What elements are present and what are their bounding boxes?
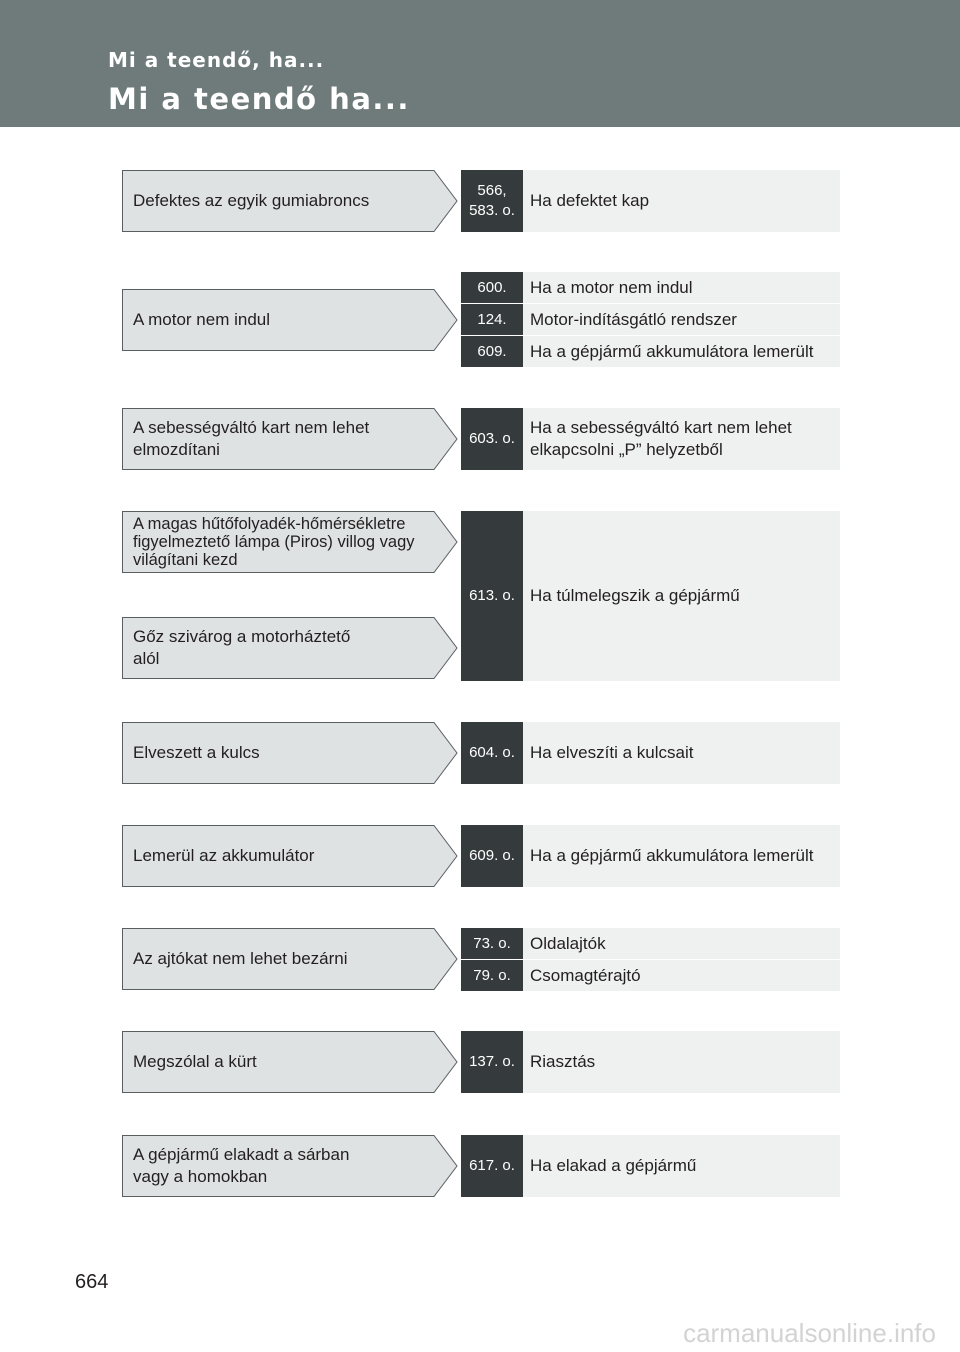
reference-description-text: Ha a gépjármű akkumulátora lemerült xyxy=(530,341,814,361)
reference-description xyxy=(523,272,840,303)
problem-text: Defektes az egyik gumiabroncs xyxy=(133,191,370,210)
problem-text: A gépjármű elakadt a sárban xyxy=(133,1145,350,1164)
page-reference-text: 73. o. xyxy=(473,934,511,952)
reference-description-text: Ha a sebességváltó kart nem lehet xyxy=(530,418,792,437)
page-title: Mi a teendő ha... xyxy=(108,82,410,116)
reference-description-text: elkapcsolni „P” helyzetből xyxy=(530,440,723,459)
page-reference-text: 604. o. xyxy=(469,744,515,761)
reference-description xyxy=(523,170,840,232)
problem-box xyxy=(122,1031,458,1093)
page-reference xyxy=(461,304,523,335)
page-reference-text: 609. xyxy=(477,342,507,360)
page-reference-text: 79. o. xyxy=(473,966,511,984)
problem-box xyxy=(122,408,458,470)
page-header xyxy=(0,0,960,127)
problem-box xyxy=(122,289,458,351)
page-reference xyxy=(461,170,523,232)
reference-description xyxy=(523,1031,840,1093)
section-subtitle: Mi a teendő, ha... xyxy=(108,48,325,72)
reference-description xyxy=(523,1135,840,1197)
page-reference-text: 603. o. xyxy=(469,430,515,447)
reference-description-text: Ha defektet kap xyxy=(530,191,650,210)
reference-description xyxy=(523,722,840,784)
page-reference xyxy=(461,1031,523,1093)
problem-box xyxy=(122,722,458,784)
reference-description-text: Riasztás xyxy=(530,1052,596,1071)
problem-box xyxy=(122,511,458,573)
reference-description-text: Ha a motor nem indul xyxy=(530,277,693,297)
problem-text: Megszólal a kürt xyxy=(133,1052,257,1071)
reference-description-text: Ha túlmelegszik a gépjármű xyxy=(530,586,740,605)
problem-box xyxy=(122,617,458,679)
problem-text: figyelmeztető lámpa (Piros) villog vagy xyxy=(133,533,415,551)
page-reference xyxy=(461,336,523,367)
reference-description xyxy=(523,408,840,470)
problem-box xyxy=(122,1135,458,1197)
page-reference-text: 613. o. xyxy=(469,587,515,604)
problem-text: alól xyxy=(133,649,160,668)
problem-text: A magas hűtőfolyadék-hőmérsékletre xyxy=(133,515,406,533)
problem-box xyxy=(122,170,458,232)
page-reference-text: 124. xyxy=(477,310,507,328)
page-reference-text: 600. xyxy=(477,278,507,296)
reference-description-text: Oldalajtók xyxy=(530,933,606,953)
reference-description-text: Ha elveszíti a kulcsait xyxy=(530,743,694,762)
page-reference xyxy=(461,272,523,303)
reference-description xyxy=(523,960,840,991)
reference-description-text: Ha elakad a gépjármű xyxy=(530,1156,697,1175)
page-reference xyxy=(461,960,523,991)
page-reference-text: 137. o. xyxy=(469,1053,515,1070)
reference-description xyxy=(523,928,840,959)
problem-text: A motor nem indul xyxy=(133,310,271,329)
reference-description-text: Csomagtérajtó xyxy=(530,965,641,985)
page-reference xyxy=(461,1135,523,1197)
page-reference xyxy=(461,722,523,784)
reference-description-text: Ha a gépjármű akkumulátora lemerült xyxy=(530,846,814,865)
page-number: 664 xyxy=(75,1271,109,1293)
page-reference-text: 617. o. xyxy=(469,1157,515,1174)
reference-description xyxy=(523,304,840,335)
page-reference xyxy=(461,928,523,959)
problem-text: elmozdítani xyxy=(133,440,220,459)
problem-text: vagy a homokban xyxy=(133,1167,268,1186)
reference-description xyxy=(523,511,840,681)
page-reference-text: 609. o. xyxy=(469,847,515,864)
problem-text: Gőz szivárog a motorháztető xyxy=(133,627,351,646)
reference-description xyxy=(523,825,840,887)
problem-text: Elveszett a kulcs xyxy=(133,743,260,762)
reference-description-text: Motor-indításgátló rendszer xyxy=(530,309,737,329)
reference-description xyxy=(523,336,840,367)
problem-text: világítani kezd xyxy=(133,551,238,569)
page-reference xyxy=(461,511,523,681)
page-reference xyxy=(461,825,523,887)
page-reference-text: 566, 583. o. xyxy=(469,182,515,219)
problem-box xyxy=(122,825,458,887)
problem-text: Az ajtókat nem lehet bezárni xyxy=(133,949,348,968)
page-reference xyxy=(461,408,523,470)
problem-text: Lemerül az akkumulátor xyxy=(133,846,315,865)
problem-text: A sebességváltó kart nem lehet xyxy=(133,418,370,437)
watermark-link[interactable]: carmanualsonline.info xyxy=(683,1318,936,1348)
problem-box xyxy=(122,928,458,990)
